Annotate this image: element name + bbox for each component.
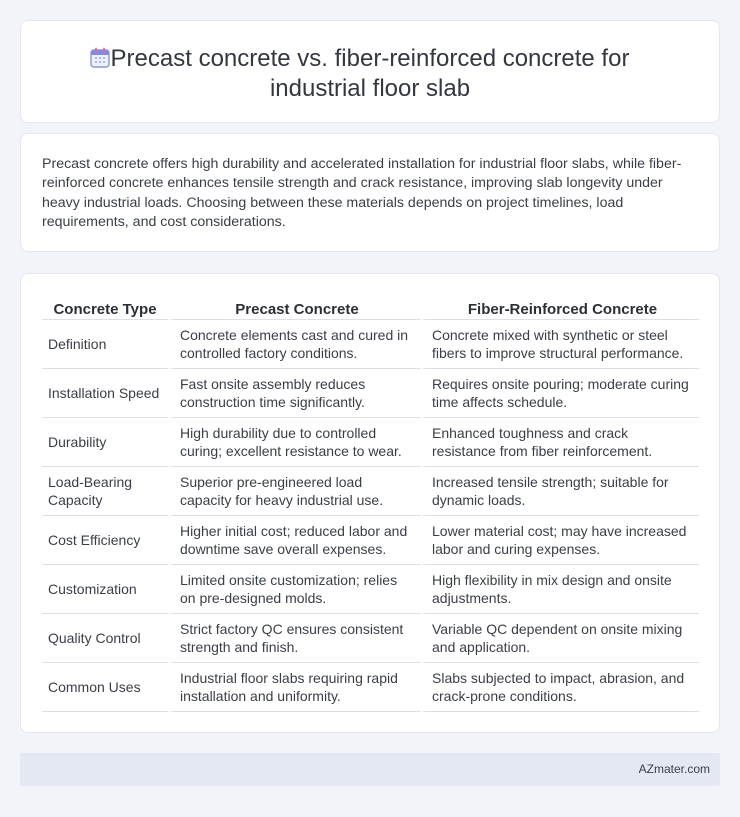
table-row: [42, 663, 699, 712]
precast-cell: Higher initial cost; reduced labor and downtime save overall expenses.: [168, 516, 420, 565]
fiber-cell: Lower material cost; may have increased labor and curing expenses.: [420, 516, 699, 565]
row-label: Cost Efficiency: [42, 516, 168, 565]
row-label: Installation Speed: [42, 369, 168, 418]
title-card: [20, 20, 720, 123]
fiber-cell: High flexibility in mix design and onsite adjustments.: [420, 565, 699, 614]
row-label: Customization: [42, 565, 168, 614]
fiber-cell: Variable QC dependent on onsite mixing and application.: [420, 614, 699, 663]
column-header-precast: Precast Concrete: [168, 296, 420, 320]
row-label: Common Uses: [42, 663, 168, 712]
precast-cell: High durability due to controlled curing; excellent resistance to wear.: [168, 418, 420, 467]
column-header-fiber: Fiber-Reinforced Concrete: [420, 296, 699, 320]
fiber-cell: Increased tensile strength; suitable for dynamic loads.: [420, 467, 699, 516]
precast-cell: Fast onsite assembly reduces construction time significantly.: [168, 369, 420, 418]
row-label: Quality Control: [42, 614, 168, 663]
column-header-type: Concrete Type: [42, 296, 168, 320]
table-row: [42, 320, 699, 369]
fiber-cell: Enhanced toughness and crack resistance from fiber reinforcement.: [420, 418, 699, 467]
precast-cell: Concrete elements cast and cured in controlled factory conditions.: [168, 320, 420, 369]
table-row: [42, 516, 699, 565]
table-header-row: [42, 296, 699, 320]
precast-cell: Strict factory QC ensures consistent strength and finish.: [168, 614, 420, 663]
table-row: [42, 467, 699, 516]
comparison-card: [20, 273, 720, 733]
fiber-cell: Concrete mixed with synthetic or steel fibers to improve structural performance.: [420, 320, 699, 369]
table-row: [42, 565, 699, 614]
fiber-cell: Slabs subjected to impact, abrasion, and crack-prone conditions.: [420, 663, 699, 712]
intro-paragraph: Precast concrete offers high durability and accelerated installation for industrial floor slabs, while fiber-reinforced concrete enhances tensile strength and crack resistance, improving slab longevity under heavy industrial loads. Choosing between these materials depends on project timelines, load requirements, and cost considerations.: [42, 156, 682, 230]
precast-cell: Limited onsite customization; relies on pre-designed molds.: [168, 565, 420, 614]
precast-cell: Superior pre-engineered load capacity for heavy industrial use.: [168, 467, 420, 516]
footer-bar: [20, 753, 720, 786]
intro-card: [20, 133, 720, 252]
comparison-table: [42, 296, 699, 712]
row-label: Definition: [42, 320, 168, 369]
table-row: [42, 614, 699, 663]
table-row: [42, 418, 699, 467]
table-row: [42, 369, 699, 418]
fiber-cell: Requires onsite pouring; moderate curing time affects schedule.: [420, 369, 699, 418]
precast-cell: Industrial floor slabs requiring rapid installation and uniformity.: [168, 663, 420, 712]
row-label: Load-Bearing Capacity: [42, 467, 168, 516]
page-title: Precast concrete vs. fiber-reinforced concrete for industrial floor slab: [110, 45, 630, 102]
row-label: Durability: [42, 418, 168, 467]
footer-brand[interactable]: AZmater.com: [638, 762, 710, 776]
